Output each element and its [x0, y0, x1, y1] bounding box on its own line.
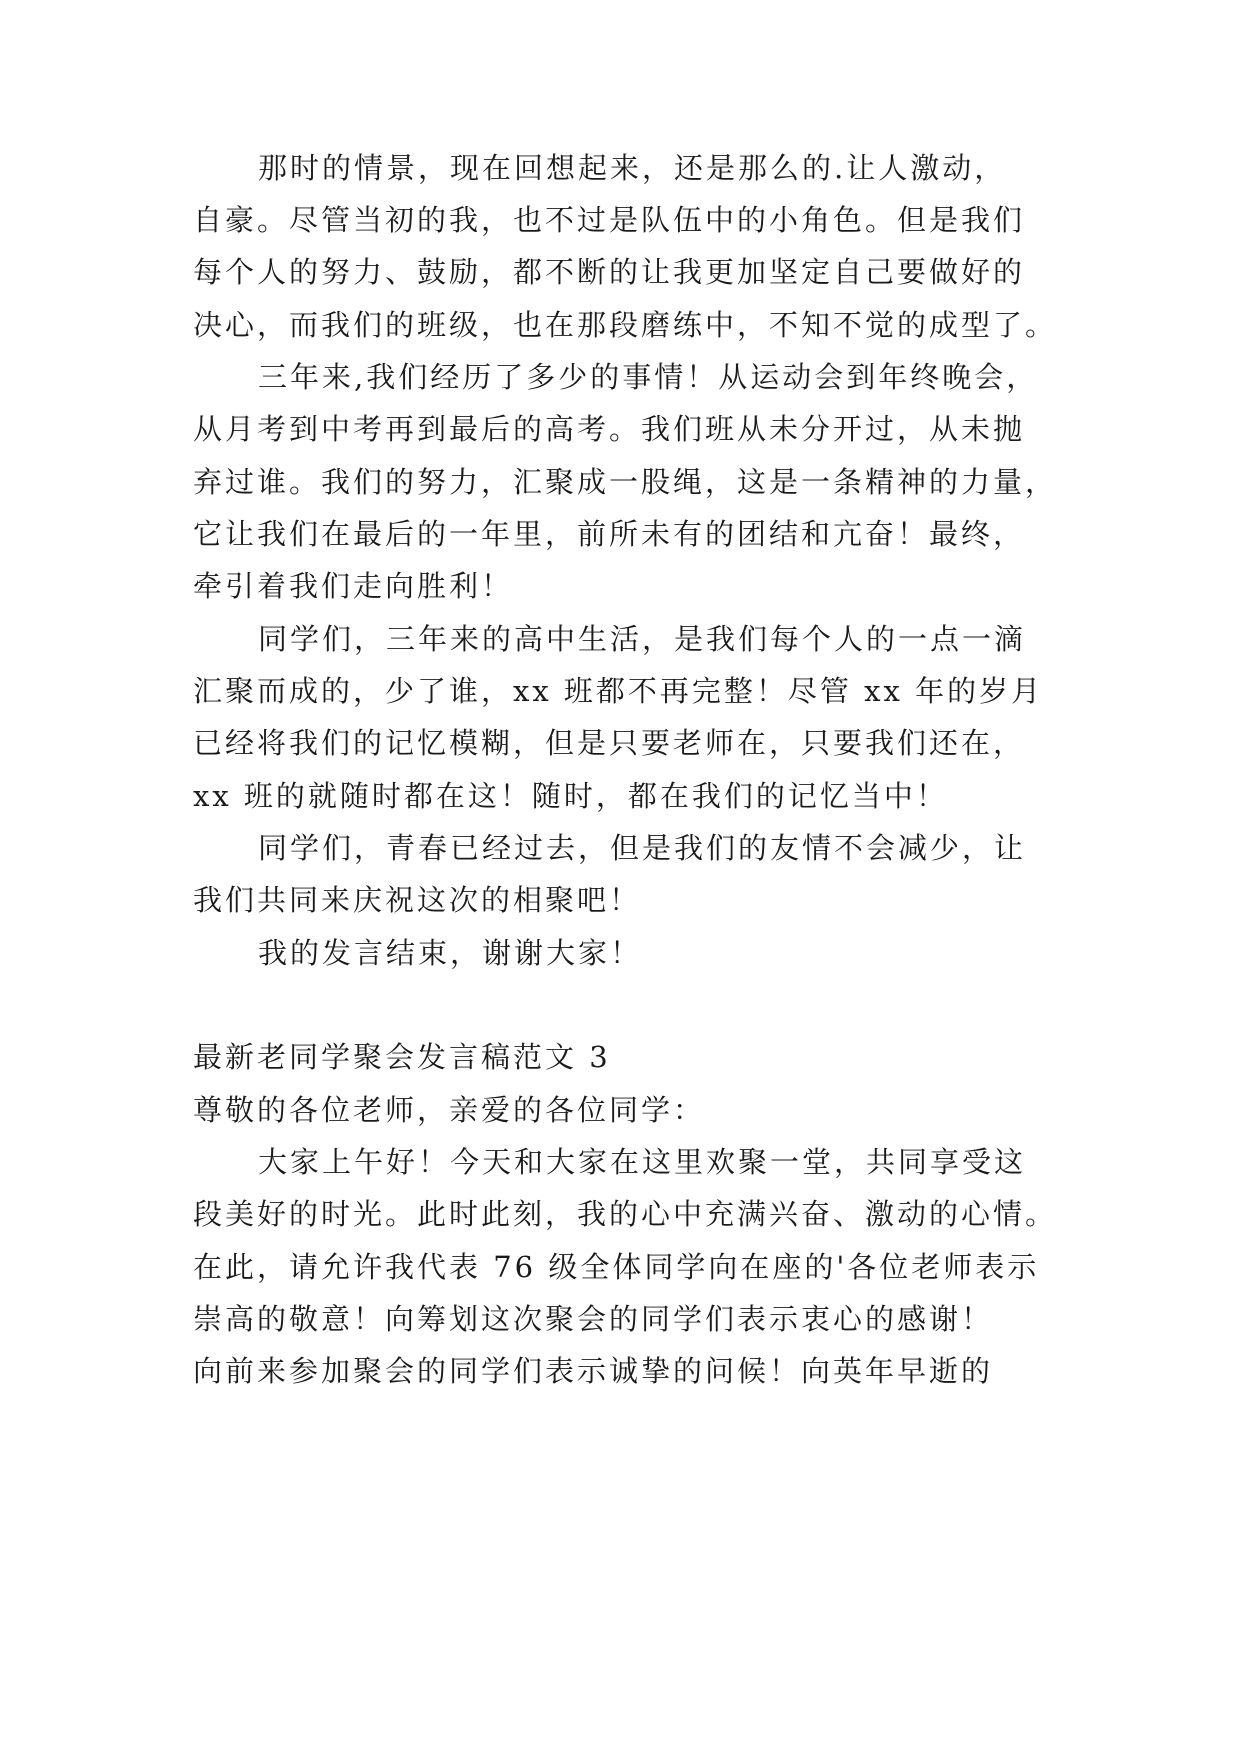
text-line: 决心，而我们的班级，也在那段磨练中，不知不觉的成型了。: [193, 308, 1058, 342]
section-title: 最新老同学聚会发言稿范文 3: [193, 1040, 611, 1074]
text-line: 自豪。尽管当初的我，也不过是队伍中的小角色。但是我们: [193, 203, 1026, 237]
text-line: 崇高的敬意！向筹划这次聚会的同学们表示衷心的感谢！: [193, 1302, 994, 1336]
text-line: 它让我们在最后的一年里，前所未有的团结和亢奋！最终，: [193, 517, 1026, 551]
text-line: 同学们，青春已经过去，但是我们的友情不会减少，让: [258, 831, 1027, 865]
text-line: 三年来,我们经历了多少的事情！从运动会到年终晚会，: [258, 360, 1039, 394]
text-line: 从月考到中考再到最后的高考。我们班从未分开过，从未抛: [193, 412, 1026, 446]
text-line: 大家上午好！今天和大家在这里欢聚一堂，共同享受这: [258, 1145, 1027, 1179]
text-line: 每个人的努力、鼓励，都不断的让我更加坚定自己要做好的: [193, 255, 1026, 289]
text-line: 段美好的时光。此时此刻，我的心中充满兴奋、激动的心情。: [193, 1197, 1058, 1231]
text-line: 弃过谁。我们的努力，汇聚成一股绳，这是一条精神的力量，: [193, 465, 1058, 499]
text-line: 那时的情景，现在回想起来，还是那么的.让人激动，: [258, 151, 1007, 185]
text-line: 我们共同来庆祝这次的相聚吧！: [193, 883, 642, 917]
text-line: 向前来参加聚会的同学们表示诚挚的问候！向英年早逝的: [193, 1354, 994, 1388]
salutation: 尊敬的各位老师，亲爱的各位同学：: [193, 1093, 706, 1127]
text-line: 汇聚而成的，少了谁，xx 班都不再完整！尽管 xx 年的岁月: [193, 674, 1044, 708]
text-line: 同学们，三年来的高中生活，是我们每个人的一点一滴: [258, 622, 1027, 656]
text-line: xx 班的就随时都在这！随时，都在我们的记忆当中！: [193, 779, 948, 813]
text-line: 牵引着我们走向胜利！: [193, 569, 514, 603]
text-line: 已经将我们的记忆模糊，但是只要老师在，只要我们还在，: [193, 726, 1026, 760]
text-line: 我的发言结束，谢谢大家！: [258, 936, 643, 970]
text-line: 在此，请允许我代表 76 级全体同学向在座的'各位老师表示: [193, 1250, 1040, 1284]
